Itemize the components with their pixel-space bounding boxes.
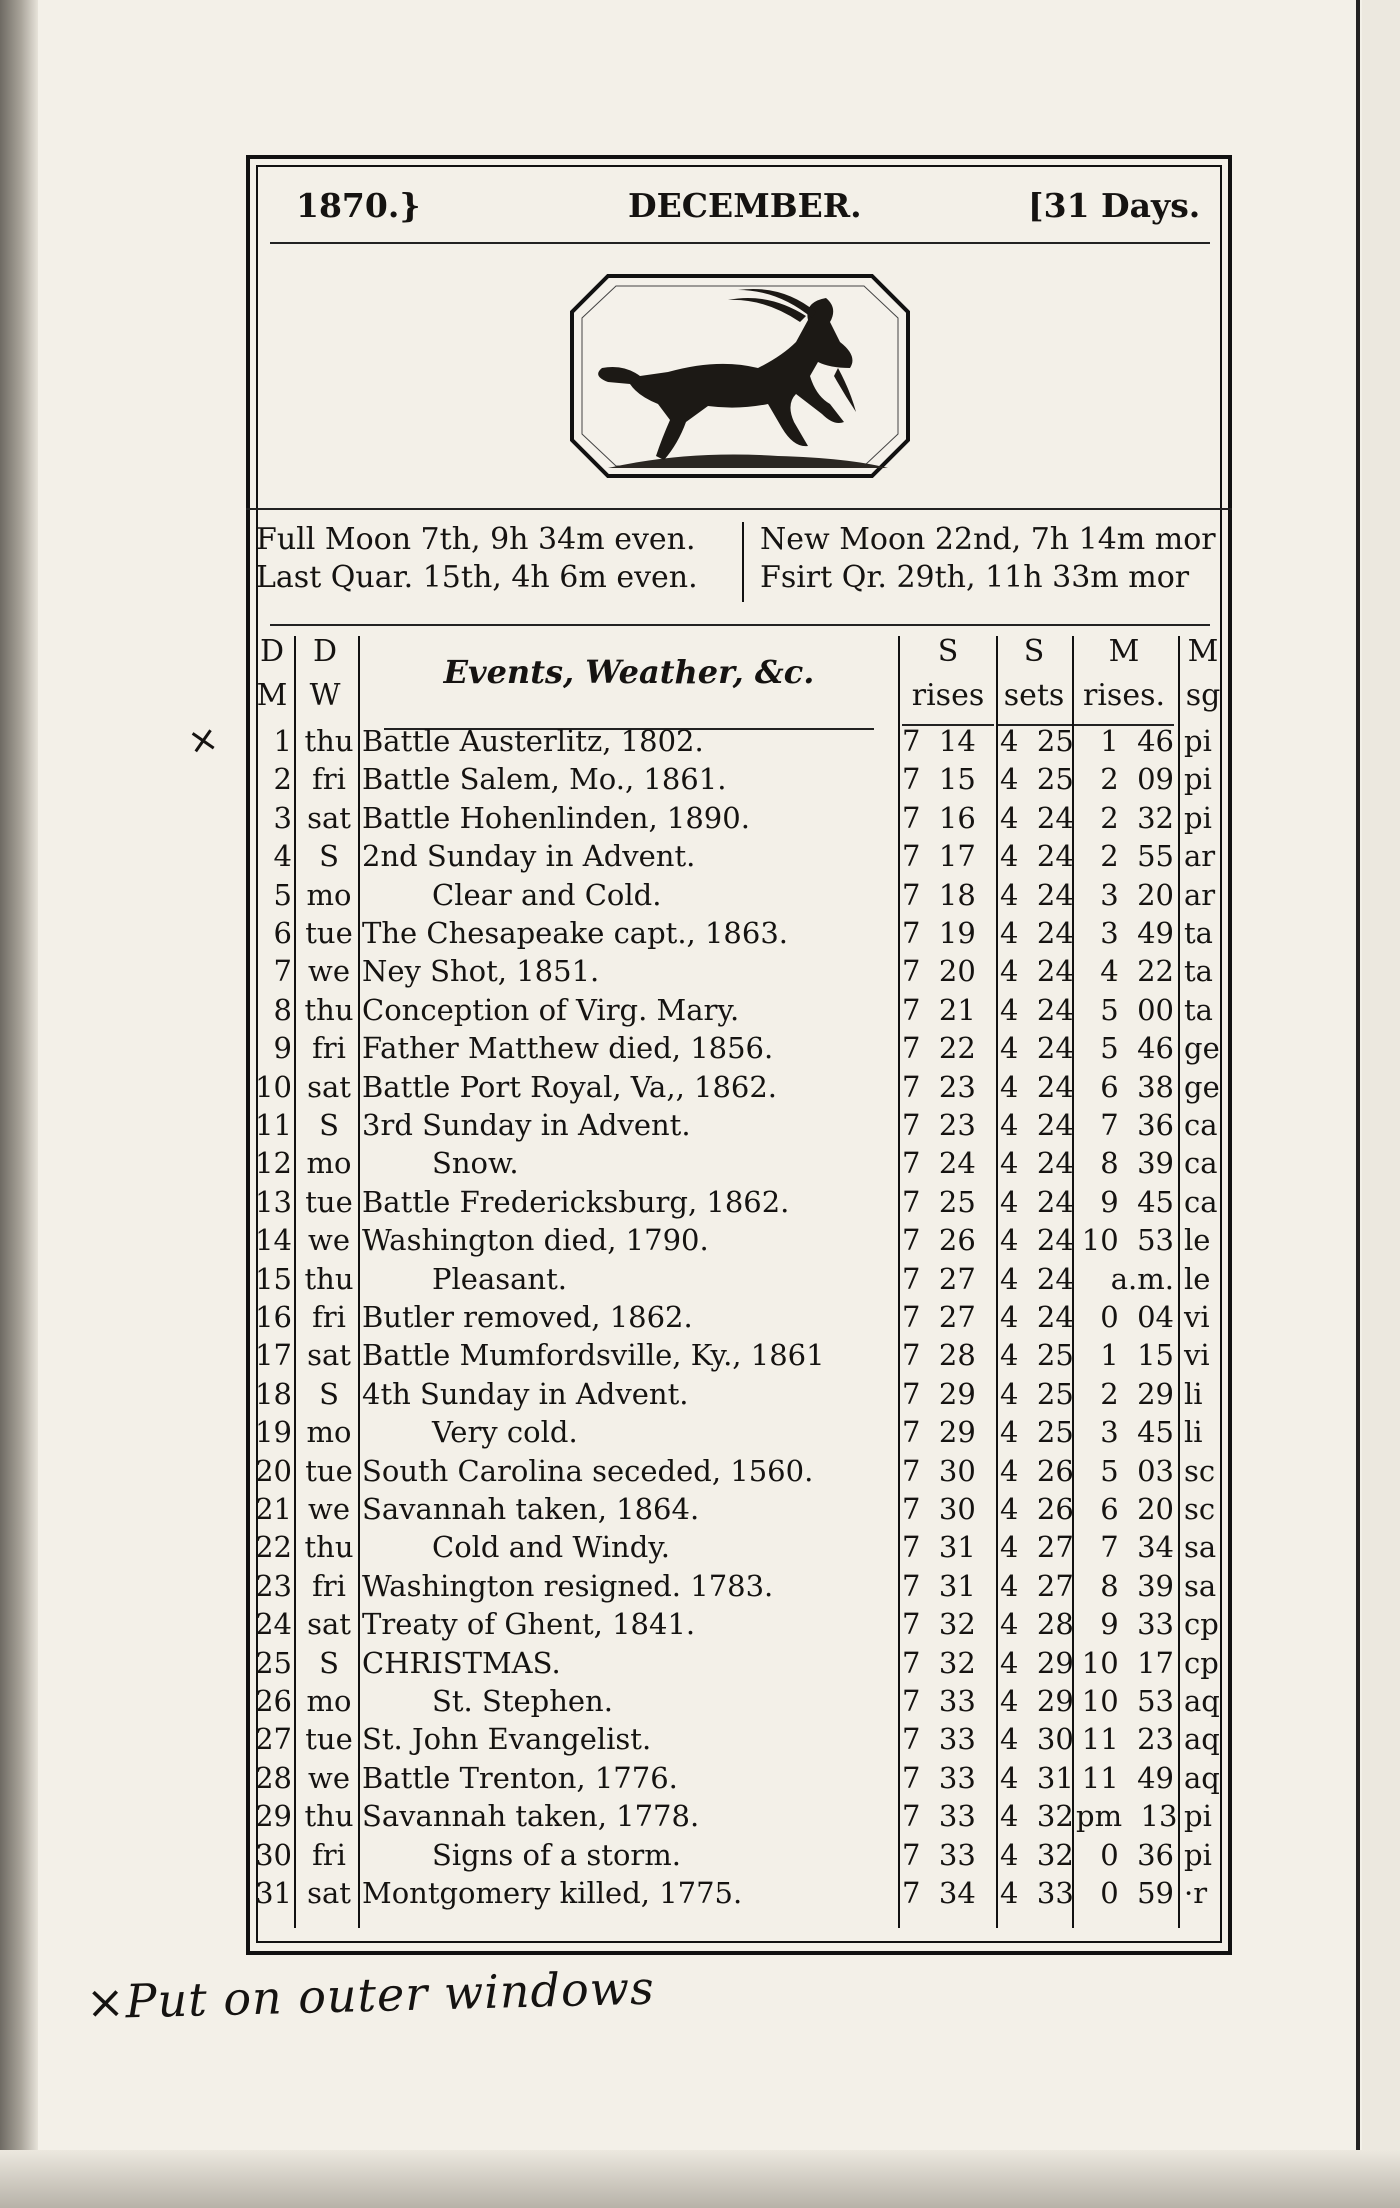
calendar-row: [0, 1720, 1400, 1758]
calendar-row: [0, 1797, 1400, 1835]
moon-sign-cell: pi: [1184, 1799, 1212, 1834]
sun-rises-cell: 7 30: [902, 1492, 976, 1526]
moon-rises-cell: 0 36: [1100, 1837, 1174, 1872]
moon-sign-cell: aq: [1184, 1760, 1220, 1795]
moon-rises-cell: 2 55: [1100, 839, 1174, 874]
sun-rises-cell: 7 31: [902, 1568, 976, 1603]
sun-rises-cell: 7 33: [902, 1837, 976, 1872]
moon-rule: [270, 624, 1210, 626]
moon-sign-cell: ta: [1184, 916, 1213, 950]
day-of-month-cell: 13: [255, 1184, 292, 1219]
sun-sets-cell: 4 24: [1000, 954, 1074, 989]
event-cell: 3rd Sunday in Advent.: [362, 1108, 691, 1142]
moon-rises-cell: 3 45: [1100, 1415, 1174, 1450]
day-of-month-cell: 2: [273, 762, 292, 797]
event-cell: Savannah taken, 1864.: [362, 1492, 700, 1526]
moon-rises-cell: 6 20: [1100, 1492, 1174, 1526]
moon-sign-cell: cp: [1184, 1607, 1219, 1642]
sun-rises-cell: 7 33: [902, 1760, 976, 1795]
moon-rises-cell: 3 20: [1100, 877, 1174, 912]
calendar-row: [0, 799, 1400, 837]
sun-sets-cell: 4 30: [1000, 1722, 1074, 1757]
header-events: Events, Weather, &c.: [443, 653, 815, 691]
day-of-week-cell: fri: [312, 1837, 346, 1872]
sun-rises-cell: 7 24: [902, 1146, 976, 1181]
event-cell: Battle Port Royal, Va,, 1862.: [362, 1069, 778, 1104]
moon-sign-cell: le: [1184, 1261, 1211, 1296]
day-of-month-cell: 7: [273, 954, 292, 989]
moon-sign-cell: ar: [1184, 839, 1216, 874]
day-of-week-cell: sat: [307, 800, 351, 835]
calendar-row: [0, 1605, 1400, 1643]
sun-sets-cell: 4 24: [1000, 1300, 1074, 1334]
day-of-week-cell: thu: [304, 1530, 354, 1565]
day-of-month-cell: 12: [255, 1146, 292, 1181]
moon-sign-cell: aq: [1184, 1722, 1220, 1757]
event-cell: Conception of Virg. Mary.: [362, 992, 740, 1027]
sun-sets-cell: 4 24: [1000, 1146, 1074, 1181]
sun-rises-cell: 7 23: [902, 1069, 976, 1104]
moon-rises-cell: 10 53: [1081, 1684, 1174, 1718]
day-of-month-cell: 23: [255, 1568, 292, 1603]
moon-rises-cell: 9 33: [1100, 1607, 1174, 1642]
calendar-row: [0, 1567, 1400, 1605]
day-of-month-cell: 28: [255, 1760, 292, 1795]
moon-rises-cell: 2 29: [1100, 1376, 1174, 1411]
moon-rises-cell: 10 17: [1081, 1645, 1174, 1680]
header-rule: [270, 242, 1210, 244]
calendar-row: [0, 1490, 1400, 1528]
sun-sets-cell: 4 24: [1000, 992, 1074, 1027]
header-sun-rises-bottom: rises: [911, 678, 985, 713]
event-cell: Battle Austerlitz, 1802.: [362, 724, 704, 758]
calendar-row: [0, 876, 1400, 914]
day-of-week-cell: fri: [312, 1031, 346, 1066]
calendar-row: [0, 1298, 1400, 1336]
calendar-row: [0, 1106, 1400, 1144]
calendar-row: [0, 1336, 1400, 1374]
event-cell: Battle Mumfordsville, Ky., 1861: [362, 1338, 825, 1373]
event-cell: The Chesapeake capt., 1863.: [362, 916, 788, 950]
sun-sets-cell: 4 29: [1000, 1645, 1074, 1680]
sun-rises-cell: 7 17: [902, 839, 976, 874]
header-year: 1870.}: [296, 186, 421, 225]
day-of-week-cell: S: [319, 1645, 339, 1680]
event-cell: St. Stephen.: [432, 1684, 613, 1718]
full-moon-text: Full Moon 7th, 9h 34m even.: [256, 522, 696, 557]
moon-sign-cell: ta: [1184, 954, 1213, 989]
sun-rises-cell: 7 31: [902, 1530, 976, 1565]
sun-rises-cell: 7 33: [902, 1684, 976, 1718]
day-of-week-cell: mo: [306, 1415, 352, 1450]
day-of-week-cell: sat: [307, 1069, 351, 1104]
event-cell: Clear and Cold.: [432, 877, 662, 912]
moon-rises-cell: 5 03: [1100, 1453, 1174, 1488]
calendar-row: [0, 760, 1400, 798]
calendar-row: [0, 1413, 1400, 1451]
moon-sign-cell: pi: [1184, 724, 1212, 758]
day-of-week-cell: thu: [304, 992, 354, 1027]
sun-rises-cell: 7 20: [902, 954, 976, 989]
day-of-week-cell: fri: [312, 762, 346, 797]
event-cell: Battle Hohenlinden, 1890.: [362, 800, 750, 835]
moon-rises-cell: 8 39: [1100, 1568, 1174, 1603]
sun-sets-cell: 4 24: [1000, 1031, 1074, 1066]
sun-sets-cell: 4 24: [1000, 1223, 1074, 1258]
day-of-week-cell: S: [319, 1108, 339, 1142]
sun-rises-cell: 7 16: [902, 800, 976, 835]
moon-rises-cell: 5 46: [1100, 1031, 1174, 1066]
event-cell: Washington died, 1790.: [362, 1223, 709, 1258]
sun-rises-cell: 7 22: [902, 1031, 976, 1066]
day-of-week-cell: tue: [305, 916, 353, 950]
calendar-row: [0, 1836, 1400, 1874]
moon-sign-cell: cp: [1184, 1645, 1219, 1680]
moon-sign-cell: sc: [1184, 1492, 1216, 1526]
sun-sets-cell: 4 29: [1000, 1684, 1074, 1718]
sun-sets-cell: 4 24: [1000, 839, 1074, 874]
calendar-row: [0, 837, 1400, 875]
event-cell: Montgomery killed, 1775.: [362, 1876, 743, 1910]
sun-sets-cell: 4 32: [1000, 1837, 1074, 1872]
header-sun-sets-top: S: [1023, 634, 1045, 669]
moon-sign-cell: ta: [1184, 992, 1213, 1027]
event-cell: Ney Shot, 1851.: [362, 954, 600, 989]
sun-rises-cell: 7 23: [902, 1108, 976, 1142]
emblem-rule: [246, 508, 1232, 510]
moon-rises-cell: 7 34: [1100, 1530, 1174, 1565]
sun-sets-cell: 4 32: [1000, 1799, 1074, 1834]
moon-rises-cell: 8 39: [1100, 1146, 1174, 1181]
sun-rises-cell: 7 27: [902, 1261, 976, 1296]
event-cell: Battle Salem, Mo., 1861.: [362, 762, 727, 797]
moon-sign-cell: li: [1184, 1376, 1203, 1411]
sun-sets-cell: 4 26: [1000, 1492, 1074, 1526]
event-cell: Pleasant.: [432, 1261, 567, 1296]
moon-sign-cell: pi: [1184, 1837, 1212, 1872]
calendar-row: [0, 1759, 1400, 1797]
day-of-month-cell: 5: [273, 877, 292, 912]
moon-sign-cell: ge: [1184, 1069, 1220, 1104]
event-cell: Butler removed, 1862.: [362, 1300, 693, 1334]
sun-rises-cell: 7 29: [902, 1415, 976, 1450]
header-moon-rises-bottom: rises.: [1082, 678, 1166, 713]
moon-sign-cell: vi: [1184, 1338, 1210, 1373]
event-cell: CHRISTMAS.: [362, 1645, 561, 1680]
header-moon-sign-top: M: [1187, 634, 1219, 669]
header-days: [31 Days.: [1028, 186, 1201, 225]
sun-rises-cell: 7 18: [902, 877, 976, 912]
calendar-row: [0, 1260, 1400, 1298]
calendar-row: [0, 991, 1400, 1029]
day-of-month-cell: 3: [273, 800, 292, 835]
moon-sign-cell: ca: [1184, 1184, 1218, 1219]
calendar-row: [0, 1183, 1400, 1221]
sun-rises-cell: 7 25: [902, 1184, 976, 1219]
moon-sign-cell: sc: [1184, 1453, 1216, 1488]
calendar-row: [0, 1874, 1400, 1912]
day-of-week-cell: we: [308, 954, 350, 989]
calendar-row: [0, 1221, 1400, 1259]
sun-sets-cell: 4 33: [1000, 1876, 1074, 1910]
day-of-month-cell: 20: [255, 1453, 292, 1488]
event-cell: Battle Fredericksburg, 1862.: [362, 1184, 790, 1219]
header-moon-rises-top: M: [1108, 634, 1140, 669]
day-of-month-cell: 26: [255, 1684, 292, 1718]
event-cell: Washington resigned. 1783.: [362, 1568, 774, 1603]
sun-sets-cell: 4 24: [1000, 1184, 1074, 1219]
day-of-week-cell: sat: [307, 1876, 351, 1910]
header-dw-bottom: W: [309, 678, 341, 713]
calendar-row: [0, 1644, 1400, 1682]
header-month: DECEMBER.: [628, 186, 862, 225]
moon-sign-cell: ca: [1184, 1146, 1218, 1181]
day-of-month-cell: 30: [255, 1837, 292, 1872]
moon-sign-cell: pi: [1184, 762, 1212, 797]
sun-sets-cell: 4 25: [1000, 1415, 1074, 1450]
event-cell: Savannah taken, 1778.: [362, 1799, 700, 1834]
sun-sets-cell: 4 31: [1000, 1760, 1074, 1795]
moon-divider: [742, 522, 744, 602]
moon-rises-cell: 7 36: [1100, 1108, 1174, 1142]
day-of-week-cell: we: [308, 1223, 350, 1258]
moon-rises-cell: 0 59: [1100, 1876, 1174, 1910]
day-of-month-cell: 11: [255, 1108, 292, 1142]
sun-rises-cell: 7 34: [902, 1876, 976, 1910]
sun-rises-cell: 7 28: [902, 1338, 976, 1373]
sun-rises-cell: 7 15: [902, 762, 976, 797]
header-moon-sign-bottom: sg: [1185, 678, 1221, 713]
moon-rises-cell: a.m.: [1110, 1261, 1174, 1296]
moon-sign-cell: le: [1184, 1223, 1211, 1258]
day-of-month-cell: 6: [273, 916, 292, 950]
sun-sets-cell: 4 24: [1000, 1261, 1074, 1296]
moon-sign-cell: pi: [1184, 800, 1212, 835]
event-cell: St. John Evangelist.: [362, 1722, 652, 1757]
moon-rises-cell: 3 49: [1100, 916, 1174, 950]
day-of-month-cell: 18: [255, 1376, 292, 1411]
new-moon-text: New Moon 22nd, 7h 14m mor: [760, 522, 1216, 557]
moon-rises-cell: 1 15: [1100, 1338, 1174, 1373]
event-cell: Very cold.: [432, 1415, 578, 1450]
day-of-week-cell: S: [319, 839, 339, 874]
event-cell: Treaty of Ghent, 1841.: [362, 1607, 696, 1642]
moon-rises-cell: 9 45: [1100, 1184, 1174, 1219]
day-of-week-cell: S: [319, 1376, 339, 1411]
event-cell: Signs of a storm.: [432, 1837, 681, 1872]
sun-rises-cell: 7 33: [902, 1799, 976, 1834]
day-of-week-cell: thu: [304, 724, 354, 758]
moon-sign-cell: aq: [1184, 1684, 1220, 1718]
sun-rises-cell: 7 32: [902, 1607, 976, 1642]
handwritten-note: ×Put on outer windows: [85, 1960, 656, 2030]
event-cell: South Carolina seceded, 1560.: [362, 1453, 814, 1488]
header-sun-sets-bottom: sets: [1003, 678, 1065, 713]
sun-sets-cell: 4 25: [1000, 1376, 1074, 1411]
moon-rises-cell: 2 09: [1100, 762, 1174, 797]
day-of-week-cell: we: [308, 1760, 350, 1795]
day-of-month-cell: 29: [255, 1799, 292, 1834]
day-of-month-cell: 16: [255, 1300, 292, 1334]
sun-rises-cell: 7 19: [902, 916, 976, 950]
day-of-week-cell: sat: [307, 1338, 351, 1373]
moon-sign-cell: sa: [1184, 1568, 1217, 1603]
day-of-week-cell: fri: [312, 1568, 346, 1603]
calendar-row: [0, 1452, 1400, 1490]
day-of-week-cell: thu: [304, 1261, 354, 1296]
sun-rises-cell: 7 27: [902, 1300, 976, 1334]
moon-rises-cell: 11 23: [1081, 1722, 1174, 1757]
day-of-month-cell: 27: [255, 1722, 292, 1757]
header-dm-top: D: [259, 634, 285, 669]
event-cell: Cold and Windy.: [432, 1530, 671, 1565]
moon-rises-cell: 4 22: [1100, 954, 1174, 989]
day-of-month-cell: 9: [273, 1031, 292, 1066]
first-quarter-text: Fsirt Qr. 29th, 11h 33m mor: [760, 560, 1190, 595]
day-of-month-cell: 8: [273, 992, 292, 1027]
event-cell: 4th Sunday in Advent.: [362, 1376, 689, 1411]
day-of-week-cell: mo: [306, 1146, 352, 1181]
sun-rises-cell: 7 30: [902, 1453, 976, 1488]
sun-sets-cell: 4 26: [1000, 1453, 1074, 1488]
sun-sets-cell: 4 27: [1000, 1530, 1074, 1565]
day-of-week-cell: fri: [312, 1300, 346, 1334]
day-of-week-cell: tue: [305, 1453, 353, 1488]
sun-sets-cell: 4 25: [1000, 724, 1074, 758]
event-cell: 2nd Sunday in Advent.: [362, 839, 696, 874]
sun-rises-cell: 7 26: [902, 1223, 976, 1258]
sun-sets-cell: 4 25: [1000, 1338, 1074, 1373]
moon-sign-cell: ar: [1184, 877, 1216, 912]
sun-sets-cell: 4 28: [1000, 1607, 1074, 1642]
sun-sets-cell: 4 24: [1000, 916, 1074, 950]
day-of-month-cell: 17: [255, 1338, 292, 1373]
day-of-week-cell: tue: [305, 1722, 353, 1757]
day-of-month-cell: 21: [255, 1492, 292, 1526]
sun-rises-cell: 7 32: [902, 1645, 976, 1680]
sun-sets-cell: 4 24: [1000, 877, 1074, 912]
event-cell: Battle Trenton, 1776.: [362, 1760, 678, 1795]
sun-sets-cell: 4 25: [1000, 762, 1074, 797]
calendar-row: [0, 1029, 1400, 1067]
day-of-week-cell: tue: [305, 1184, 353, 1219]
day-of-month-cell: 15: [255, 1261, 292, 1296]
moon-rises-cell: 6 38: [1100, 1069, 1174, 1104]
day-of-month-cell: 4: [273, 839, 292, 874]
moon-rises-cell: 5 00: [1100, 992, 1174, 1027]
moon-sign-cell: ca: [1184, 1108, 1218, 1142]
day-of-month-cell: 22: [255, 1530, 292, 1565]
event-cell: Father Matthew died, 1856.: [362, 1031, 774, 1066]
header-dw-top: D: [312, 634, 338, 669]
moon-rises-cell: 0 04: [1100, 1300, 1174, 1334]
moon-rises-cell: 11 49: [1081, 1760, 1174, 1795]
sun-sets-cell: 4 24: [1000, 1108, 1074, 1142]
page-bottom-shadow: [0, 2150, 1400, 2208]
sun-rises-cell: 7 21: [902, 992, 976, 1027]
moon-rises-cell: pm 13: [1076, 1799, 1178, 1834]
sun-sets-cell: 4 27: [1000, 1568, 1074, 1603]
calendar-row: [0, 1068, 1400, 1106]
calendar-row: [0, 914, 1400, 952]
event-cell: Snow.: [432, 1146, 519, 1181]
day-of-week-cell: thu: [304, 1799, 354, 1834]
moon-sign-cell: ge: [1184, 1031, 1220, 1066]
moon-sign-cell: sa: [1184, 1530, 1217, 1565]
calendar-row: [0, 952, 1400, 990]
day-of-week-cell: we: [308, 1492, 350, 1526]
day-of-month-cell: 14: [255, 1223, 292, 1258]
calendar-row: [0, 1375, 1400, 1413]
sun-rises-cell: 7 14: [902, 724, 976, 758]
calendar-row: [0, 1682, 1400, 1720]
day-of-month-cell: 31: [255, 1876, 292, 1910]
sun-sets-cell: 4 24: [1000, 800, 1074, 835]
capricorn-goat-icon: [568, 272, 912, 480]
day-of-week-cell: sat: [307, 1607, 351, 1642]
calendar-row: [0, 1528, 1400, 1566]
row-mark: ×: [184, 717, 222, 764]
moon-sign-cell: ·r: [1184, 1876, 1208, 1910]
day-of-month-cell: 25: [255, 1645, 292, 1680]
calendar-row: [0, 1144, 1400, 1182]
moon-rises-cell: 10 53: [1081, 1223, 1174, 1258]
day-of-month-cell: 19: [255, 1415, 292, 1450]
moon-rises-cell: 1 46: [1100, 724, 1174, 758]
sun-rises-cell: 7 33: [902, 1722, 976, 1757]
header-sun-rises-top: S: [937, 634, 959, 669]
day-of-week-cell: mo: [306, 877, 352, 912]
day-of-month-cell: 24: [255, 1607, 292, 1642]
moon-sign-cell: vi: [1184, 1300, 1210, 1334]
moon-rises-cell: 2 32: [1100, 800, 1174, 835]
last-quarter-text: Last Quar. 15th, 4h 6m even.: [256, 560, 698, 595]
sun-rises-cell: 7 29: [902, 1376, 976, 1411]
sun-sets-cell: 4 24: [1000, 1069, 1074, 1104]
moon-sign-cell: li: [1184, 1415, 1203, 1450]
header-dm-bottom: M: [256, 678, 288, 713]
day-of-week-cell: mo: [306, 1684, 352, 1718]
day-of-month-cell: 1: [273, 724, 292, 758]
day-of-month-cell: 10: [255, 1069, 292, 1104]
